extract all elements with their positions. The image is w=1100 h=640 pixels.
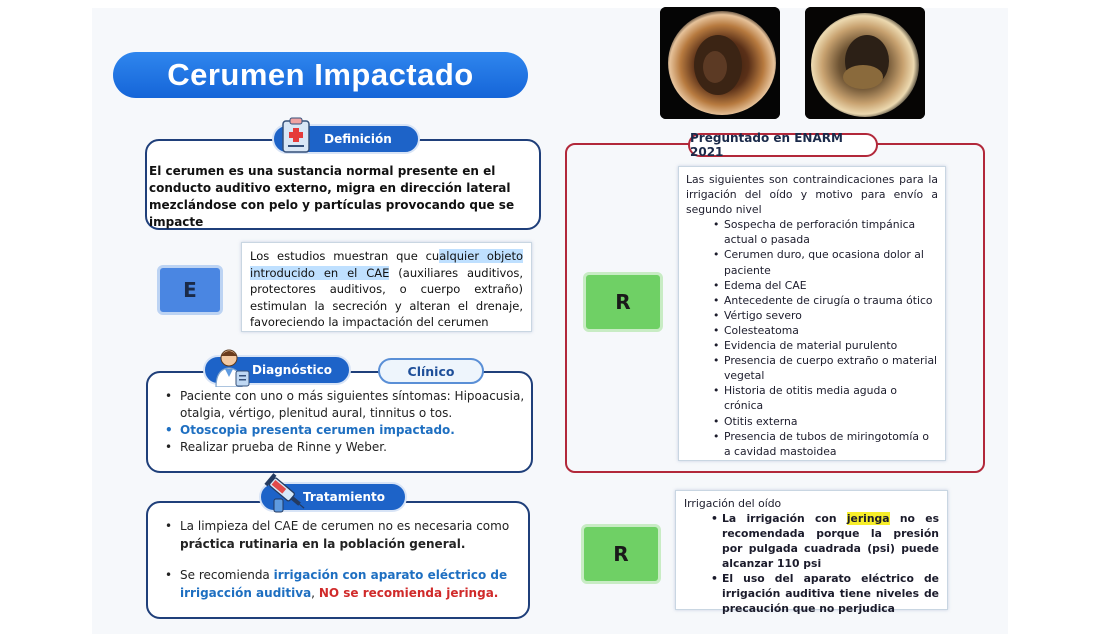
list-item: • Presencia de cuerpo extraño o material vegetal (686, 353, 938, 383)
irrigation-list (684, 511, 939, 616)
contraindications-list (686, 217, 938, 459)
list-item: • Cerumen duro, que ocasiona dolor al paciente (686, 247, 938, 277)
list-item: • Se recomienda irrigación con aparato eléctrico de irrigacción auditiva, NO se recomienda jeringa. (150, 567, 522, 602)
evidence-letter-e: E (157, 265, 223, 315)
recommendation-letter-r: R (583, 272, 663, 332)
irrigation-card (675, 490, 948, 615)
list-item: • Presencia de tubos de miringotomía o a cavidad mastoidea (686, 429, 938, 459)
definicion-label: Definición (324, 132, 392, 146)
tratamiento-list (150, 518, 522, 616)
evidence-text: Los estudios muestran que cualquier objeto introducido en el CAE (auxiliares auditivos, protectores auditivos, o cuerpo extraño) estimulan la secreción y alteran el drenaje, favoreciendo la impactación del cerumen (241, 242, 532, 332)
list-item: • Edema del CAE (686, 278, 938, 293)
otoscopy-image-1 (660, 7, 780, 119)
irrigation-heading: Irrigación del oído (684, 497, 782, 510)
jeringa-highlight: jeringa (846, 512, 890, 525)
otoscopy-image-2 (805, 7, 925, 119)
definicion-text: El cerumen es una sustancia normal presente en el conducto auditivo externo, migra en dirección lateral mezclándose con pelo y partículas provocando que se impacte (149, 164, 515, 229)
enarm-label: Preguntado en ENARM 2021 (688, 133, 878, 157)
list-item: • Vértigo severo (686, 308, 938, 323)
syringe-icon (262, 471, 308, 513)
list-item: • Colesteatoma (686, 323, 938, 338)
list-item: • La limpieza del CAE de cerumen no es necesaria como práctica rutinaria en la población general. (150, 518, 522, 553)
diagnostico-label: Diagnóstico (252, 363, 332, 377)
recommendation-letter-r-2: R (581, 524, 661, 584)
list-item: • El uso del aparato eléctrico de irrigación auditiva tiene niveles de precaución que no perjudica (684, 571, 939, 616)
list-item: • Sospecha de perforación timpánica actual o pasada (686, 217, 938, 247)
clinico-badge: Clínico (378, 358, 484, 384)
list-item: • Otitis externa (686, 414, 938, 429)
list-item: • Realizar prueba de Rinne y Weber. (150, 439, 530, 456)
tratamiento-label: Tratamiento (303, 490, 385, 504)
page-title: Cerumen Impactado (113, 52, 528, 98)
list-item: • Historia de otitis media aguda o crónica (686, 383, 938, 413)
diagnostico-list (150, 388, 530, 456)
list-item: • La irrigación con jeringa no es recomendada porque la presión por pulgada cuadrada (psi) puede alcanzar 110 psi (684, 511, 939, 571)
clipboard-medical-icon (281, 117, 311, 153)
doctor-icon (213, 347, 251, 387)
list-item: • Antecedente de cirugía o trauma ótico (686, 293, 938, 308)
list-item: • Evidencia de material purulento (686, 338, 938, 353)
contraindications-card (678, 166, 946, 461)
list-item: • Otoscopia presenta cerumen impactado. (150, 422, 530, 439)
list-item: • Paciente con uno o más siguientes síntomas: Hipoacusia, otalgia, vértigo, plenitud aural, tinnitus o tos. (150, 388, 530, 422)
evidence-highlight: alquier objeto introducido en el CAE (250, 249, 523, 280)
contraindications-intro: Las siguientes son contraindicaciones para la irrigación del oído y motivo para envío a segundo nivel (686, 173, 938, 217)
